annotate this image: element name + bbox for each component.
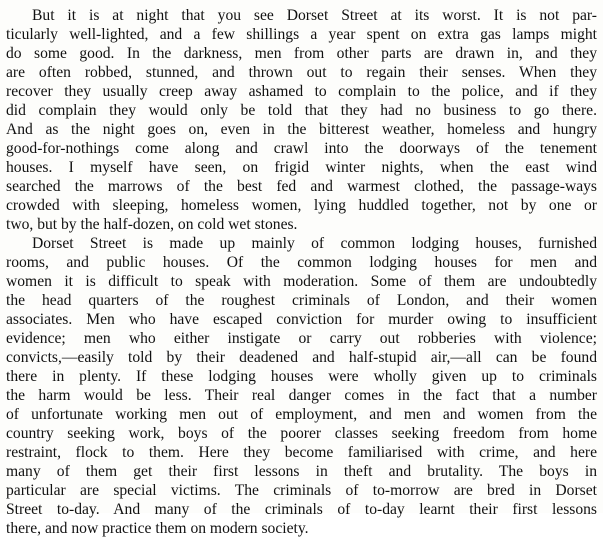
text-line: crowded with sleeping, homeless women, lying huddled together, not by one or [6, 197, 597, 214]
text-line: evidence; men who either instigate or carry out robberies with violence; [6, 330, 597, 347]
text-line: searched the marrows of the best fed and warmest clothed, the passage-ways [6, 178, 597, 195]
text-line: Dorset Street is made up mainly of common lodging houses, furnished [32, 235, 597, 252]
body-text [6, 6, 597, 538]
text-line: associates. Men who have escaped conviction for murder owing to insufficient [6, 311, 597, 328]
text-line: convicts,—easily told by their deadened and half-stupid air,—all can be found [6, 349, 597, 366]
text-line: the harm would be less. Their real danger comes in the fact that a number [6, 387, 597, 404]
text-line: rooms, and public houses. Of the common lodging houses for men and [6, 254, 597, 271]
text-line: there, and now practice them on modern society. [6, 520, 309, 537]
text-line: good-for-nothings come along and crawl into the doorways of the tenement [6, 140, 597, 157]
text-line: houses. I myself have seen, on frigid winter nights, when the east wind [6, 159, 597, 176]
text-line: particular are special victims. The criminals of to-morrow are bred in Dorset [6, 482, 597, 499]
text-line: recover they usually creep away ashamed to complain to the police, and if they [6, 83, 597, 100]
text-line: country seeking work, boys of the poorer classes seeking freedom from home [6, 425, 597, 442]
text-line: And as the night goes on, even in the bitterest weather, homeless and hungry [6, 121, 597, 138]
text-line: the head quarters of the roughest criminals of London, and their women [6, 292, 597, 309]
text-line: many of them get their first lessons in theft and brutality. The boys in [6, 463, 597, 480]
text-line: do some good. In the darkness, men from other parts are drawn in, and they [6, 45, 597, 62]
text-line: two, but by the half-dozen, on cold wet stones. [6, 216, 298, 233]
text-line: ticularly well-lighted, and a few shillings a year spent on extra gas lamps might [6, 26, 597, 43]
text-line: But it is at night that you see Dorset Street at its worst. It is not par- [32, 7, 597, 24]
text-line: Street to-day. And many of the criminals of to-day learnt their first lessons [6, 501, 597, 518]
text-line: there in plenty. If these lodging houses were wholly given up to criminals [6, 368, 597, 385]
text-line: women it is difficult to speak with moderation. Some of them are undoubtedly [6, 273, 597, 290]
text-line: did complain they would only be told that they had no business to go there. [6, 102, 597, 119]
text-line: are often robbed, stunned, and thrown out to regain their senses. When they [6, 64, 597, 81]
text-line: of unfortunate working men out of employment, and men and women from the [6, 406, 597, 423]
text-line: restraint, flock to them. Here they become familiarised with crime, and here [6, 444, 597, 461]
